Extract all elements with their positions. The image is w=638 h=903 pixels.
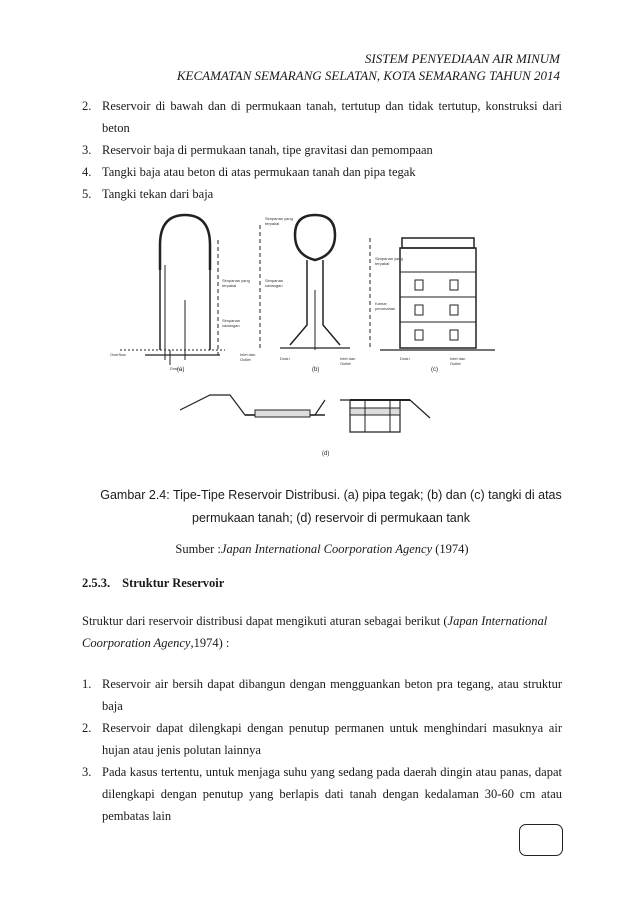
svg-text:cadangan: cadangan: [222, 323, 240, 328]
svg-text:Outlet: Outlet: [340, 361, 351, 366]
list-item: 3. Pada kasus tertentu, untuk menjaga suhu yang sedang pada daerah dingin atau panas, dapat dilengkapi dengan penutup yang berlapis dati tanah dengan kedalaman 30-60 cm atau pembatas lain: [82, 765, 562, 823]
reservoir-type-list: [82, 95, 562, 205]
svg-text:Outlet: Outlet: [240, 357, 251, 362]
svg-text:terpakai: terpakai: [265, 221, 280, 226]
svg-text:perumahan: perumahan: [375, 306, 396, 311]
svg-text:Simpanan: Simpanan: [222, 318, 241, 323]
svg-text:Drain: Drain: [280, 356, 290, 361]
svg-text:terpakai: terpakai: [375, 261, 390, 266]
ground-reservoir-drawing: [180, 395, 430, 432]
svg-text:Outlet: Outlet: [450, 361, 461, 366]
section-number: 2.5.3.: [82, 576, 111, 590]
svg-text:Simpanan yang: Simpanan yang: [222, 278, 250, 283]
svg-text:Simpanan: Simpanan: [265, 278, 284, 283]
svg-text:terpakai: terpakai: [222, 283, 237, 288]
section-title: Struktur Reservoir: [122, 576, 225, 590]
svg-text:Simpanan yang: Simpanan yang: [375, 256, 403, 261]
tank-building-drawing: [370, 238, 495, 366]
svg-text:cadangan: cadangan: [265, 283, 283, 288]
svg-text:Inlet dan: Inlet dan: [340, 356, 356, 361]
header-line-2: KECAMATAN SEMARANG SELATAN, KOTA SEMARANG TAHUN 2014: [176, 68, 560, 83]
figure-label-b: (b): [312, 367, 320, 373]
header-line-1: SISTEM PENYEDIAAN AIR MINUM: [364, 51, 560, 66]
running-header: [177, 50, 560, 84]
figure-source: Sumber :Japan International Coorporation Agency (1974): [175, 542, 469, 556]
svg-text:Drain: Drain: [400, 356, 410, 361]
svg-text:Kamar: Kamar: [375, 301, 387, 306]
page-number-box: [519, 824, 563, 856]
figure-label-d: (d): [322, 451, 330, 457]
figure-label-c: (c): [431, 367, 438, 373]
svg-text:Inlet dan: Inlet dan: [450, 356, 466, 361]
reservoir-types-figure: [100, 210, 540, 465]
svg-text:Drain: Drain: [170, 366, 180, 371]
list-item: 2. Reservoir di bawah dan di permukaan tanah, tertutup dan tidak tertutup, konstruksi dari beton: [82, 99, 562, 135]
standpipe-drawing: [110, 215, 255, 371]
list-item: 4. Tangki baja atau beton di atas permukaan tanah dan pipa tegak: [82, 165, 416, 179]
structure-rule-list: [82, 673, 562, 827]
svg-text:Simpanan yang: Simpanan yang: [265, 216, 293, 221]
figure-label-a: (a): [177, 367, 185, 373]
section-heading: [82, 576, 224, 591]
elevated-tank-drawing: [260, 215, 355, 366]
svg-text:Inlet dan: Inlet dan: [240, 352, 256, 357]
list-item: 3. Reservoir baja di permukaan tanah, tipe gravitasi dan pemompaan: [82, 143, 433, 157]
svg-text:Overflow: Overflow: [110, 352, 126, 357]
body-paragraph: Struktur dari reservoir distribusi dapat mengikuti aturan sebagai berikut (Japan International Coorporation Agency,1974) :: [82, 614, 548, 650]
list-item: 5. Tangki tekan dari baja: [82, 187, 214, 201]
list-item: 2. Reservoir dapat dilengkapi dengan penutup permanen untuk menghindari masuknya air hujan atau jenis polutan lainnya: [82, 721, 562, 757]
list-item: 1. Reservoir air bersih dapat dibangun dengan mengguankan beton pra tegang, atau struktur baja: [82, 677, 562, 713]
figure-caption: Gambar 2.4: Tipe-Tipe Reservoir Distribusi. (a) pipa tegak; (b) dan (c) tangki di atas permukaan tanah; (d) reservoir di permukaan tank: [100, 488, 562, 525]
